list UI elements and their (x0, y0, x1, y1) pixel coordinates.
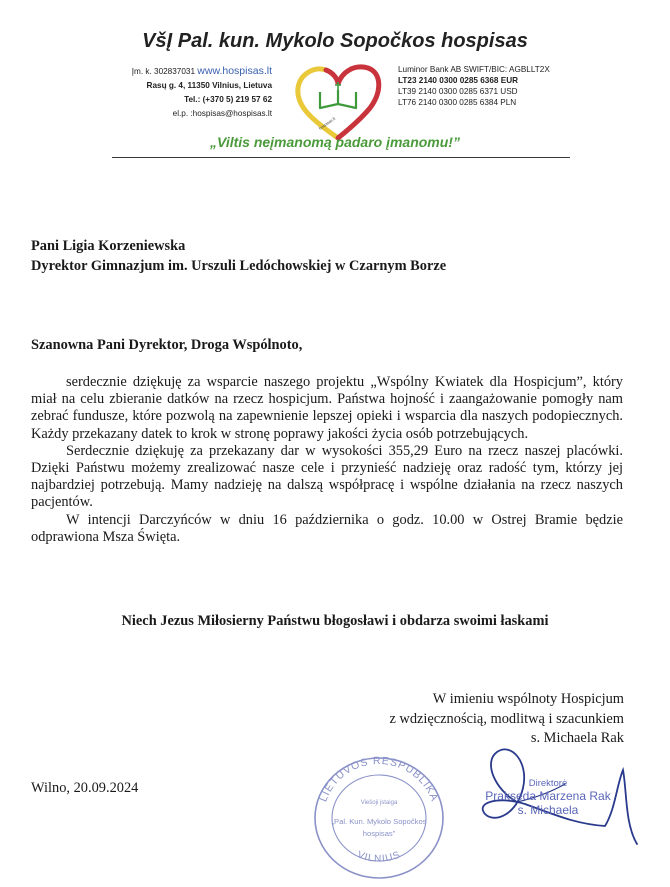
website-link[interactable]: www.hospisas.lt (197, 65, 272, 77)
iban-usd: LT39 2140 0300 0285 6371 USD (398, 87, 518, 96)
letter-body (31, 374, 623, 546)
header-divider (112, 157, 570, 158)
svg-text:VILNIUS (356, 849, 403, 864)
closing-line-2: z wdzięcznością, modlitwą i szacunkiem (389, 710, 624, 727)
recipient-block (31, 236, 446, 276)
director-stamp-title: Direktorė (528, 778, 568, 789)
logo-small-text: hospisas.lt (317, 115, 337, 131)
phone: Tel.: (+370 5) 219 57 62 (184, 95, 272, 104)
stamp-inner-line-1: „Pal. Kun. Mykolo Sopočkos (331, 817, 427, 826)
official-round-stamp (307, 752, 452, 882)
director-stamp (478, 778, 618, 817)
recipient-title: Dyrektor Gimnazjum im. Urszuli Ledóchowskiej w Czarnym Borze (31, 258, 447, 274)
body-paragraph-3: W intencji Darczyńców w dniu 16 października o godz. 10.00 w Ostrej Bramie będzie odprawiona Msza Święta. (31, 511, 623, 545)
recipient-name: Pani Ligia Korzeniewska (31, 238, 186, 254)
director-stamp-religious-name: s. Michaela (517, 803, 579, 817)
iban-eur: LT23 2140 0300 0285 6368 EUR (398, 76, 519, 85)
place-and-date: Wilno, 20.09.2024 (31, 780, 139, 796)
salutation: Szanowna Pani Dyrektor, Droga Wspólnoto, (31, 337, 303, 353)
blessing: Niech Jezus Miłosierny Państwu błogosławi i obdarza swoimi łaskami (121, 613, 549, 629)
body-paragraph-2: Serdecznie dziękuję za przekazany dar w wysokości 355,29 Euro na rzecz naszej placówki. Dzięki Państwu możemy zrealizować nasze cele i przynieść nadzieję oraz radość tym, którzy jej najbardziej potrzebują. Mamy nadzieję na dalszą współpracę i wspólne działania na rzecz naszych pacjentów. (31, 442, 623, 511)
logo-heart-yellow-stroke (326, 67, 379, 138)
hospice-heart-logo (290, 60, 386, 142)
body-paragraph-1: serdecznie dziękuję za wsparcie naszego projektu „Wspólny Kwiatek dla Hospicjum”, który miał na celu zbieranie datków na rzecz hospicjum. Państwa hojność i zaangażowanie pomogły nam zebrać fundusze, które pozwolą na zapewnienie lepszej opieki i wsparcia dla naszych podopiecznych. Każdy przekazany datek to krok w stronę poprawy jakości życia osób potrzebujących. (31, 374, 623, 442)
stamp-ring-bottom-text: VILNIUS (355, 849, 403, 865)
organization-name: VšĮ Pal. kun. Mykolo Sopočkos hospisas (142, 30, 528, 52)
stamp-ring-top-text: LIETUVOS RESPUBLIKA (317, 754, 441, 804)
contact-block (132, 64, 272, 121)
signatory-name: s. Michaela Rak (530, 730, 624, 746)
director-stamp-name: Prakseda Marzena Rak (485, 789, 611, 803)
svg-text:LIETUVOS RESPUBLIKA (317, 755, 440, 804)
address: Rasų g. 4, 11350 Vilnius, Lietuva (146, 81, 272, 90)
email: el.p. :hospisas@hospisas.lt (172, 109, 272, 118)
closing-line-1: W imieniu wspólnoty Hospicjum (432, 691, 624, 707)
bank-details (398, 64, 550, 108)
stamp-inner-small-text: Viešoji įstaiga (360, 800, 398, 806)
bank-name-swift: Luminor Bank AB SWIFT/BIC: AGBLLT2X (398, 65, 550, 74)
stamp-inner-line-2: hospisas” (362, 829, 396, 838)
iban-pln: LT76 2140 0300 0285 6384 PLN (398, 98, 517, 107)
motto: „Viltis neįmanomą padaro įmanomu!” (210, 134, 460, 150)
logo-open-book-icon (320, 90, 356, 108)
company-code: Įm. k. 302837031 (131, 67, 196, 76)
